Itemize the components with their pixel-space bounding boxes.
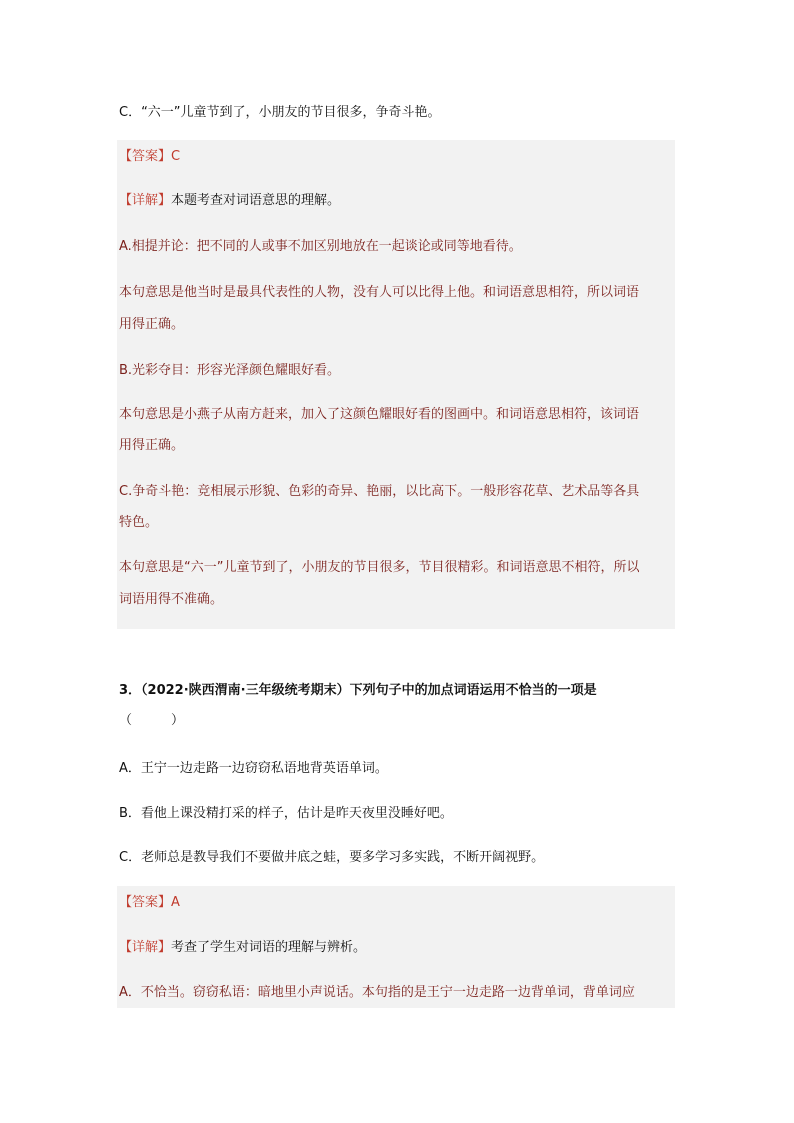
detail-text: 本题考查对词语意思的理解。 [171,193,341,208]
question-3-option-c: C．老师总是教导我们不要做井底之蛙，要多学习多实践，不断开阔视野。 [119,850,545,865]
detail-text: 考查了学生对词语的理解与辨析。 [171,940,367,955]
detail-line [119,939,366,957]
option-c-explanation-2: 词语用得不准确。 [119,592,224,607]
option-b-explanation-1: 本句意思是小燕子从南方赶来，加入了这颜色耀眼好看的图画中。和词语意思相符，该词语 [119,407,640,422]
detail-label: 【详解】 [119,940,172,955]
detail-line [119,192,340,210]
answer-label: 【答案】 [119,895,172,910]
option-c-definition-1: C.争奇斗艳：竞相展示形貌、色彩的奇异、艳丽，以比高下。一般形容花草、艺术品等各具 [119,484,640,499]
answer-label: 【答案】 [119,149,172,164]
question-3-option-b: B．看他上课没精打采的样子，估计是昨天夜里没睡好吧。 [119,806,453,821]
option-c-previous: C．“六一”儿童节到了，小朋友的节目很多，争奇斗艳。 [119,105,441,120]
answer-box-2 [117,886,675,1008]
detail-label: 【详解】 [119,193,172,208]
option-b-explanation-2: 用得正确。 [119,438,185,453]
question-3-option-a: A．王宁一边走路一边窃窃私语地背英语单词。 [119,761,388,776]
option-a-explanation: A．不恰当。窃窃私语：暗地里小声说话。本句指的是王宁一边走路一边背单词，背单词应 [119,985,635,1000]
answer-box-1 [117,140,675,629]
option-b-definition: B.光彩夺目：形容光泽颜色耀眼好看。 [119,363,341,378]
option-a-explanation-2: 用得正确。 [119,317,185,332]
question-3-stem: 3．（2022·陕西渭南·三年级统考期末）下列句子中的加点词语运用不恰当的一项是 [119,683,597,698]
answer-value: A [171,895,180,910]
answer-value: C [171,149,181,164]
option-c-explanation-1: 本句意思是“六一”儿童节到了，小朋友的节目很多，节目很精彩。和词语意思不相符，所以 [119,560,640,575]
answer-line [119,894,180,912]
option-a-explanation-1: 本句意思是他当时是最具代表性的人物，没有人可以比得上他。和词语意思相符，所以词语 [119,285,640,300]
question-3-blank: （ ） [119,713,185,728]
option-a-definition: A.相提并论：把不同的人或事不加区别地放在一起谈论或同等地看待。 [119,239,522,254]
option-c-definition-2: 特色。 [119,515,159,530]
answer-line [119,148,180,166]
